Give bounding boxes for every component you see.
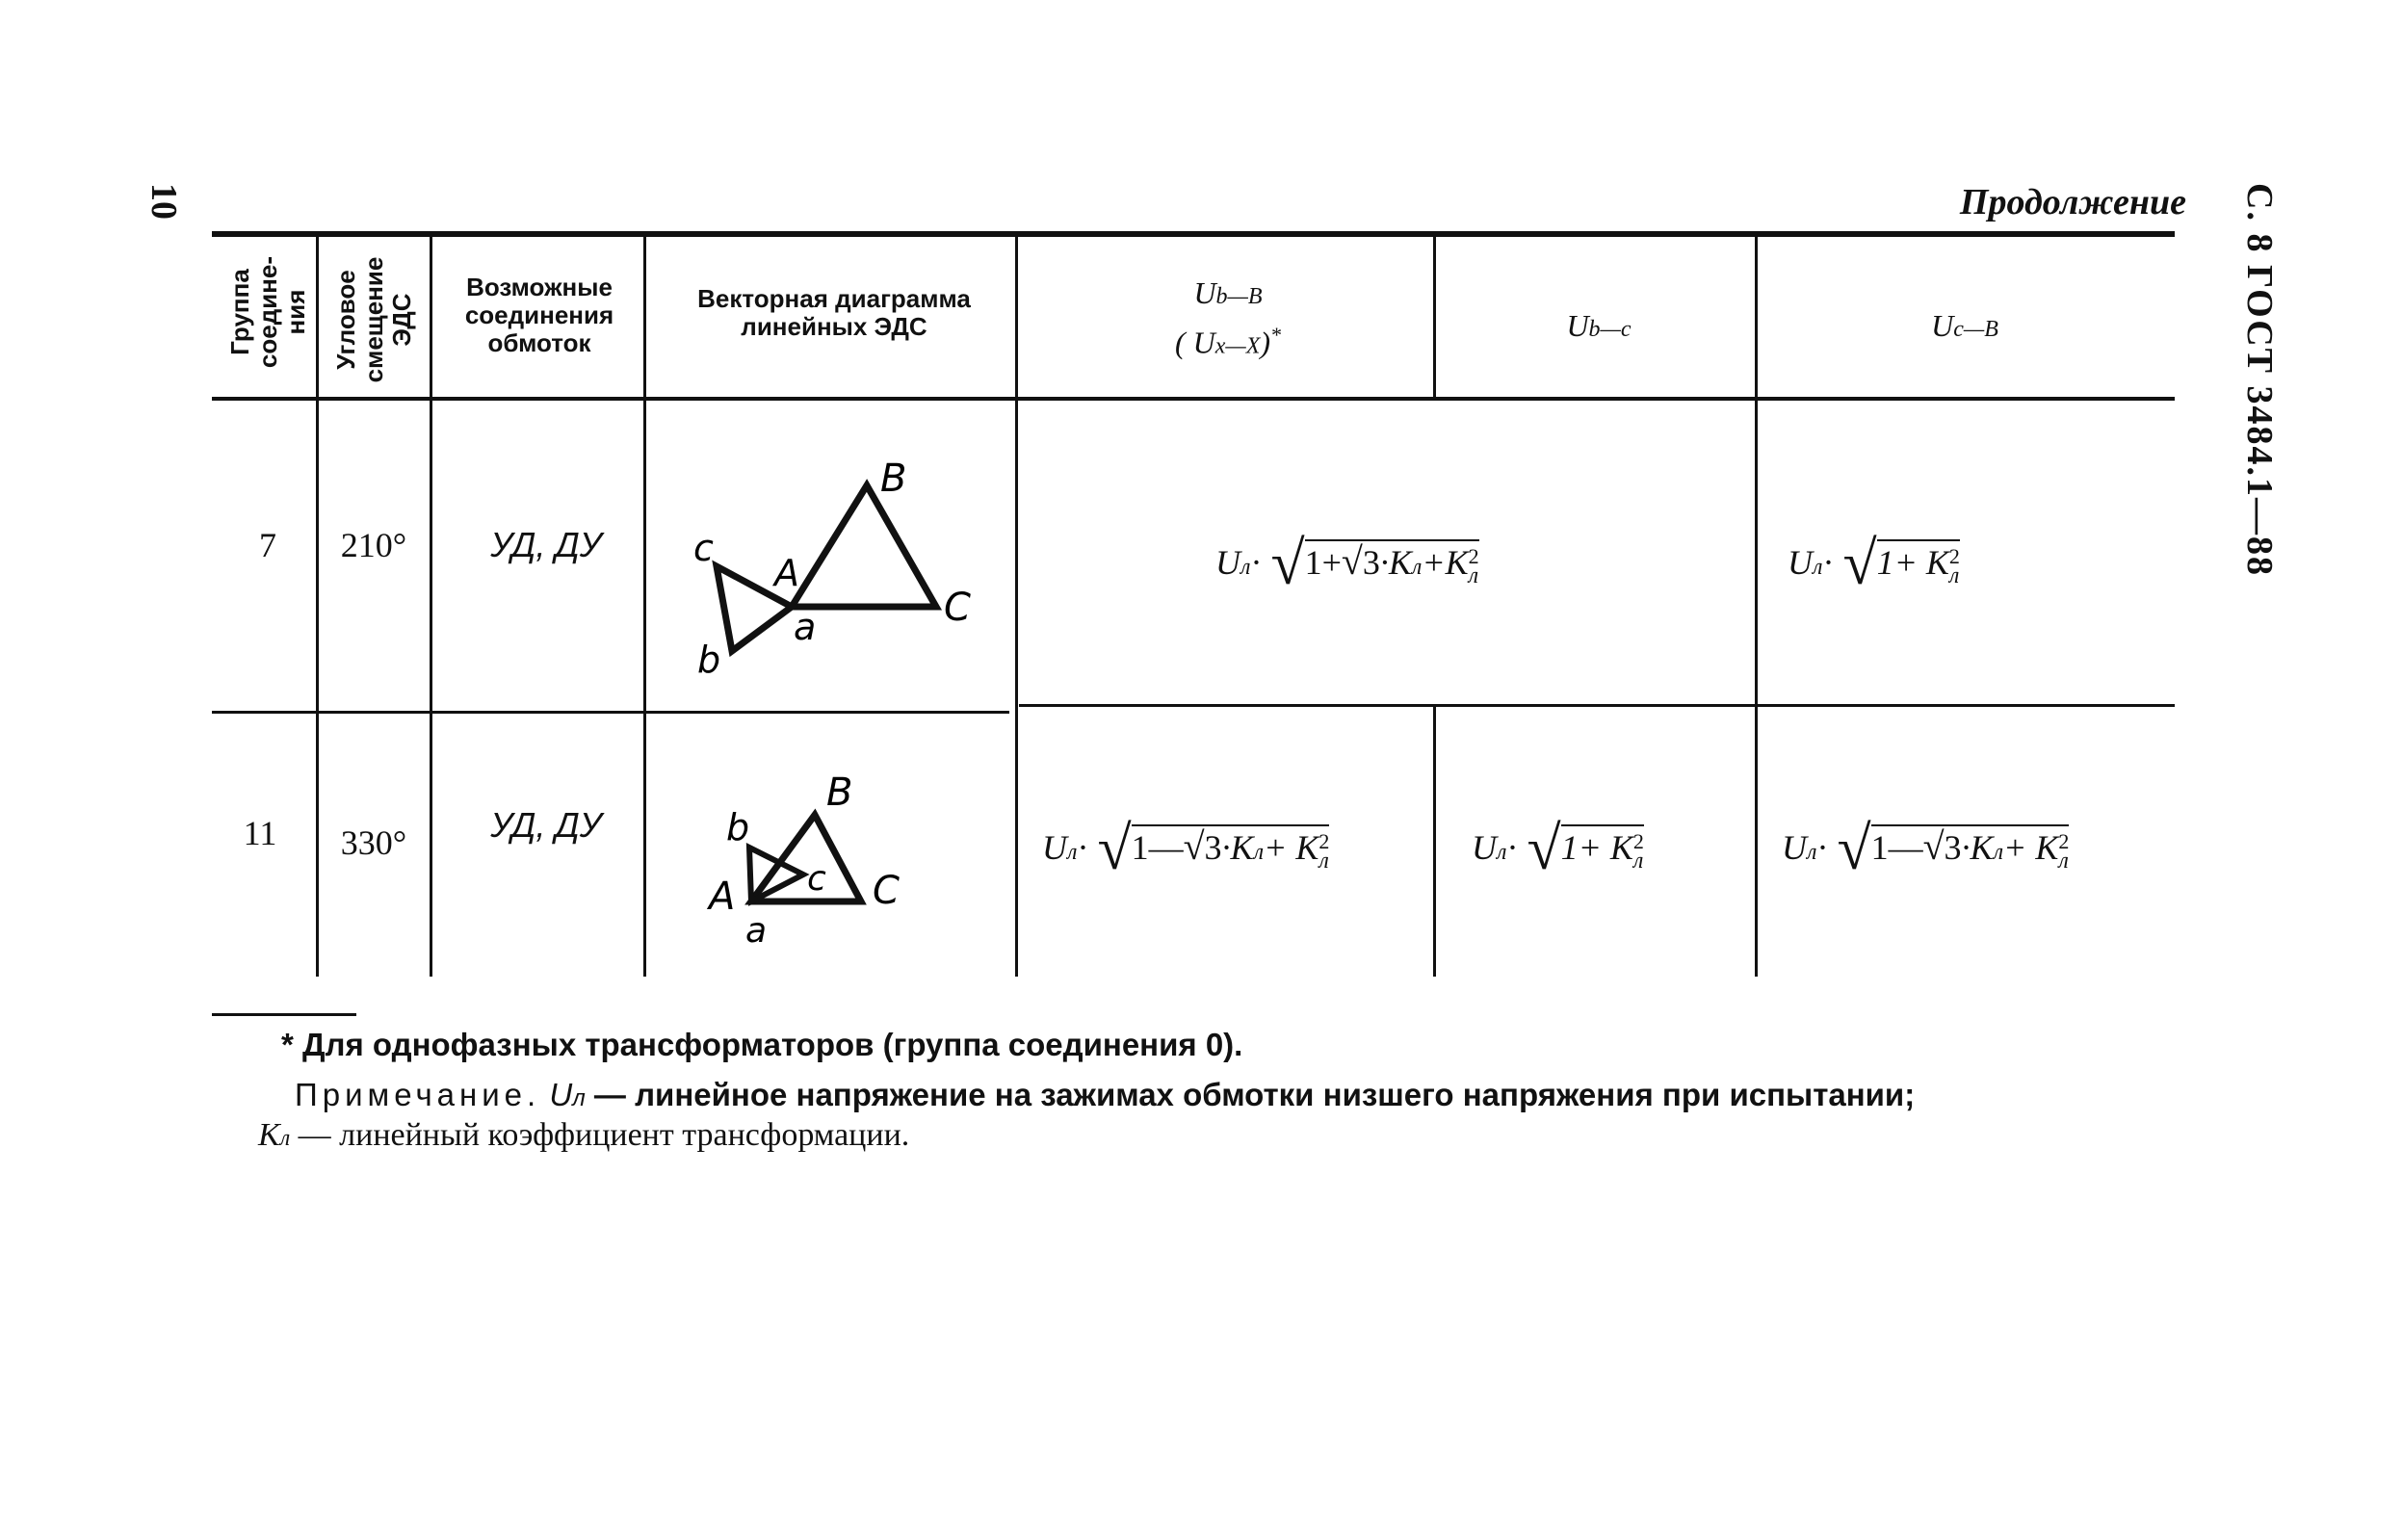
row1-group: 7 bbox=[259, 526, 276, 564]
continuation-label: Продолжение bbox=[1959, 182, 2186, 222]
col-rule-2 bbox=[430, 235, 432, 977]
row1-label-b: b bbox=[697, 639, 721, 681]
table-top-rule bbox=[212, 231, 2175, 237]
col-rule-5-lower bbox=[1433, 707, 1436, 977]
row2-group: 11 bbox=[243, 814, 277, 852]
col-rule-6 bbox=[1755, 235, 1758, 977]
col-rule-5 bbox=[1433, 235, 1436, 397]
header-ucB: Uc—B bbox=[1931, 308, 1998, 343]
row-divider-right bbox=[1019, 704, 2175, 707]
header-group: Группа соедине-ния bbox=[224, 255, 310, 369]
row2-label-a: a bbox=[745, 911, 768, 951]
header-connections: Возможные соединения обмоток bbox=[464, 273, 614, 357]
page-number-left: 10 bbox=[144, 183, 184, 220]
row1-label-C: C bbox=[944, 586, 971, 630]
row1-formula-ucB: Uл· √1+ K 2 л bbox=[1788, 529, 1960, 597]
row2-formula-ubB: Uл· √1—√3·Kл+ K 2 л bbox=[1042, 814, 1330, 882]
header-ubc: Ub—c bbox=[1566, 308, 1632, 343]
note-k-text: — линейный коэффициент трансформации. bbox=[298, 1117, 910, 1153]
row1-formula-merged: Uл· √1+√3·Kл+K 2 л bbox=[1215, 529, 1479, 597]
footnote: * Для однофазных трансформаторов (группа соединения 0). bbox=[281, 1027, 1243, 1062]
header-diagram: Векторная диаграмма линейных ЭДС bbox=[697, 284, 971, 341]
note-line-1: Примечание. Uл — линейное напряжение на зажимах обмотки низшего напряжения при испытании; bbox=[295, 1077, 1916, 1112]
header-ubB: Ub—B ( Ux—X)* bbox=[1174, 275, 1282, 360]
col-rule-3 bbox=[643, 235, 646, 977]
header-angle: Угловое смещение ЭДС bbox=[330, 256, 416, 383]
row1-vector-diagram bbox=[674, 445, 1002, 695]
note-k: K bbox=[258, 1117, 280, 1153]
row2-label-c: c bbox=[807, 859, 826, 899]
row1-label-a: a bbox=[794, 606, 817, 648]
row2-formula-ucB: Uл· √1—√3·Kл+ K 2 л bbox=[1782, 814, 2070, 882]
row2-label-A: A bbox=[709, 874, 736, 919]
row1-label-c: c bbox=[693, 527, 714, 569]
row1-label-B: B bbox=[880, 457, 907, 501]
note-label: Примечание. bbox=[295, 1077, 541, 1112]
note-u-text: — линейное напряжение на зажимах обмотки низшего напряжения при испытании; bbox=[593, 1077, 1916, 1112]
note-u: U bbox=[549, 1077, 573, 1112]
row2-formula-ubc: Uл· √1+ K 2 л bbox=[1472, 814, 1644, 882]
row1-connections: УД, ДУ bbox=[490, 525, 602, 564]
header-bottom-rule bbox=[212, 397, 2175, 401]
row2-vector-diagram bbox=[703, 761, 925, 953]
row2-label-C: C bbox=[873, 869, 900, 913]
row1-label-A: A bbox=[774, 552, 799, 594]
standard-stamp: С. 8 ГОСТ 3484.1—88 bbox=[2239, 183, 2280, 577]
row2-connections: УД, ДУ bbox=[490, 805, 602, 845]
footnote-rule bbox=[212, 1013, 356, 1016]
row2-label-B: B bbox=[826, 770, 853, 815]
note-line-2: Kл — линейный коэффициент трансформации. bbox=[258, 1117, 910, 1153]
col-rule-4 bbox=[1015, 235, 1018, 977]
row-divider-left bbox=[212, 711, 1009, 714]
row2-label-b: b bbox=[726, 806, 750, 848]
row2-angle: 330° bbox=[340, 823, 407, 862]
row1-angle: 210° bbox=[340, 526, 407, 564]
